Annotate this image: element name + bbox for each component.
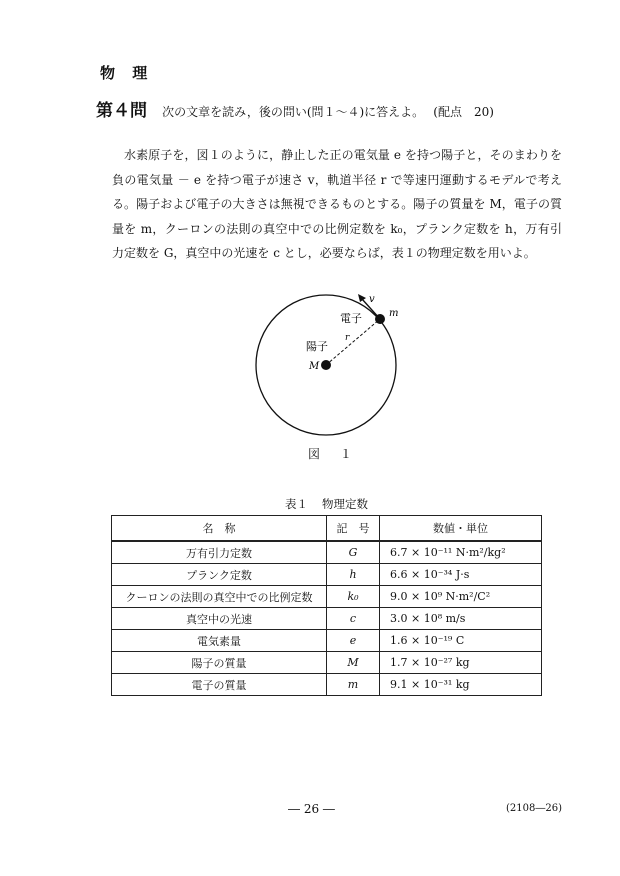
constant-symbol: G [327, 541, 380, 564]
table-title [285, 496, 368, 512]
constant-name: 陽子の質量 [112, 652, 327, 674]
column-header-name: 名 称 [112, 516, 327, 542]
constant-value: 6.7 × 10⁻¹¹ N·m²/kg² [380, 541, 542, 564]
constant-name: 万有引力定数 [112, 541, 327, 564]
question-instruction: 次の文章を読み，後の問い(問１～４)に答えよ。 [162, 105, 425, 119]
constant-value: 9.0 × 10⁹ N·m²/C² [380, 586, 542, 608]
constant-name: 電気素量 [112, 630, 327, 652]
constant-value: 3.0 × 10⁸ m/s [380, 608, 542, 630]
figure-caption: 図 １ [308, 447, 360, 461]
radius-label: r [345, 333, 350, 343]
proton-dot [321, 360, 331, 370]
subject-title: 物 理 [100, 64, 154, 82]
table-row [112, 674, 542, 696]
constant-value: 1.6 × 10⁻¹⁹ C [380, 630, 542, 652]
table-row [112, 630, 542, 652]
table-row [112, 652, 542, 674]
constant-name: 真空中の光速 [112, 608, 327, 630]
table-row [112, 608, 542, 630]
electron-mass-label: m [389, 308, 399, 319]
constant-symbol: h [327, 564, 380, 586]
constant-name: 電子の質量 [112, 674, 327, 696]
constant-value: 9.1 × 10⁻³¹ kg [380, 674, 542, 696]
column-header-value: 数値・単位 [380, 516, 542, 542]
table-label: 表１ [285, 497, 308, 511]
page-code: (2108―26) [506, 803, 562, 814]
constant-value: 1.7 × 10⁻²⁷ kg [380, 652, 542, 674]
velocity-label: v [369, 294, 375, 305]
constant-symbol: m [327, 674, 380, 696]
constants-table [111, 515, 542, 696]
page-number: ― 26 ― [288, 802, 335, 816]
radius-line [326, 319, 380, 365]
question-number: 第４問 [96, 101, 147, 121]
question-header [96, 96, 494, 121]
constant-symbol: e [327, 630, 380, 652]
question-points: (配点 20) [433, 105, 494, 119]
velocity-arrowhead [358, 294, 366, 302]
column-header-symbol: 記 号 [327, 516, 380, 542]
electron-label: 電子 [340, 312, 362, 325]
problem-paragraph: 水素原子を，図１のように，静止した正の電気量 e を持つ陽子と，そのまわりを負の電気量 － e を持つ電子が速さ v，軌道半径 r で等速円運動するモデルで考える。陽子および電子の大きさは無視できるものとする。陽子の質量を M，電子の質量を m，クーロンの法則の真空中での比例定数を k₀，プランク定数を h，万有引力定数を G，真空中の光速を c とし，必要ならば，表１の物理定数を用いよ。 [112, 148, 562, 260]
proton-label: 陽子 [306, 340, 328, 353]
constant-name: プランク定数 [112, 564, 327, 586]
electron-dot [375, 314, 385, 324]
constant-symbol: k₀ [327, 586, 380, 608]
constant-value: 6.6 × 10⁻³⁴ J·s [380, 564, 542, 586]
table-row [112, 541, 542, 564]
constant-name: クーロンの法則の真空中での比例定数 [112, 586, 327, 608]
constant-symbol: c [327, 608, 380, 630]
proton-mass-label: M [309, 361, 320, 372]
table-row [112, 586, 542, 608]
table-row [112, 564, 542, 586]
hydrogen-atom-figure [250, 285, 410, 465]
constant-symbol: M [327, 652, 380, 674]
table-caption: 物理定数 [322, 497, 368, 511]
